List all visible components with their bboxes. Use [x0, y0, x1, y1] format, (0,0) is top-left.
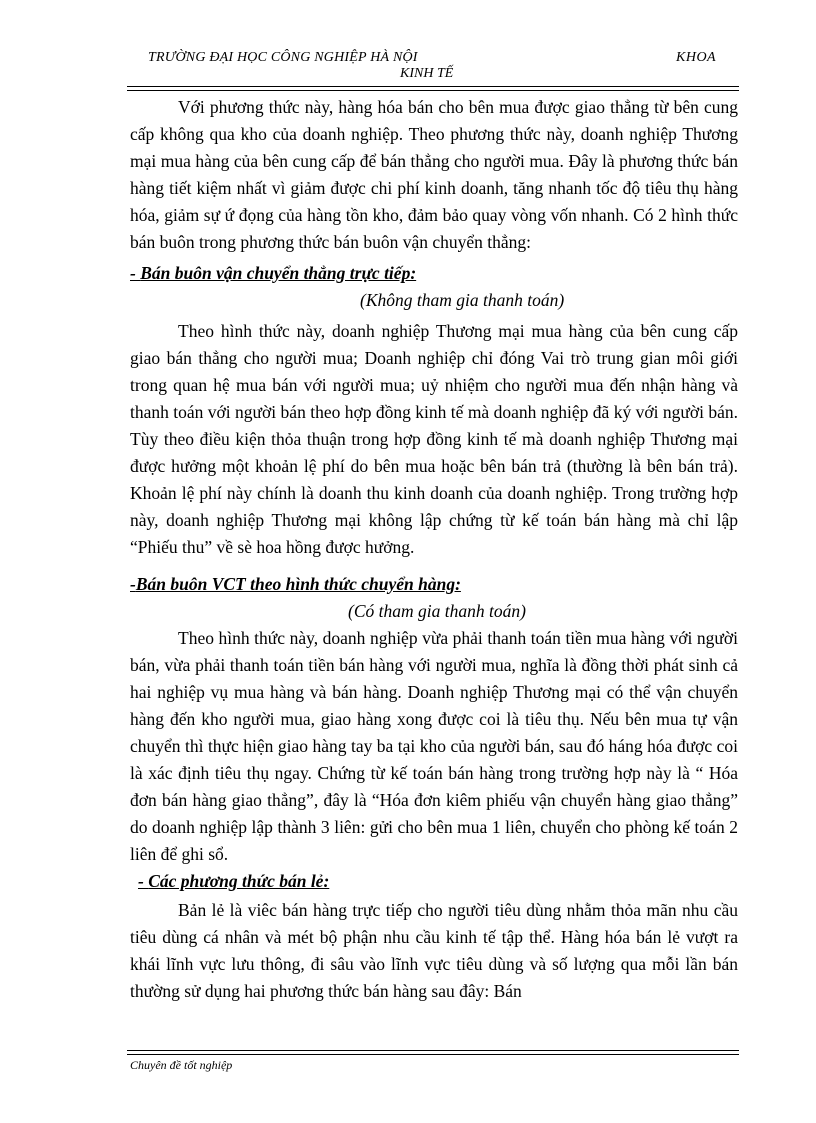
footer-rule [127, 1050, 739, 1051]
paragraph-transfer-wholesale: Theo hình thức này, doanh nghiệp vừa phải thanh toán tiền mua hàng với người bán, vừa phải thanh toán tiền bán hàng với người mua, nghĩa là đồng thời phát sinh cả hai nghiệp vụ mua hàng và bán hàng. Doanh nghiệp Thương mại có thể vận chuyển hàng đến kho người mua, giao hàng xong được coi là tiêu thụ. Nếu bên mua tự vận chuyển thì thực hiện giao hàng tay ba tại kho của người bán, sau đó háng hóa được coi là xác định tiêu thụ ngay. Chứng từ kế toán bán hàng trong trường hợp này là “ Hóa đơn bán hàng giao thẳng”, đây là “Hóa đơn kiêm phiếu vận chuyển hàng giao thẳng” do doanh nghiệp lập thành 3 liên: gửi cho bên mua 1 liên, chuyển cho phòng kế toán 2 liên để ghi sổ. [130, 628, 738, 864]
header-rule-second [127, 90, 739, 91]
footer-label: Chuyên đề tốt nghiệp [130, 1058, 233, 1072]
paragraph-direct-wholesale: Theo hình thức này, doanh nghiệp Thương mại mua hàng của bên cung cấp giao bán thẳng cho người mua; Doanh nghiệp chỉ đóng Vai trò trung gian môi giới trong quan hệ mua bán với người mua; uỷ nhiệm cho người mua đến nhận hàng và thanh toán với người bán theo hợp đồng kinh tế mà doanh nghiệp đã ký với người bán. Tùy theo điều kiện thỏa thuận trong hợp đồng kinh tế mà doanh nghiệp Thương mại được hưởng một khoản lệ phí do bên mua hoặc bên bán trả (thường là bên bán trả). Khoản lệ phí này chính là doanh thu kinh doanh của doanh nghiệp. Trong trường hợp này, doanh nghiệp Thương mại không lập chứng từ kế toán bán hàng mà chỉ lập “Phiếu thu” về sè hoa hồng được hưởng. [130, 321, 738, 557]
footer-rule-second [127, 1054, 739, 1055]
heading-retail: - Các phương thức bán lẻ: [138, 871, 330, 891]
note-with-payment: (Có tham gia thanh toán) [348, 601, 526, 621]
heading-direct-wholesale: - Bán buôn vận chuyển thẳng trực tiếp: [130, 263, 417, 283]
heading-transfer-wholesale: -Bán buôn VCT theo hình thức chuyển hàng: [130, 574, 461, 594]
header-faculty-name: KINH TẾ [400, 66, 454, 81]
document-body [130, 94, 738, 1005]
header-faculty-label: KHOA [676, 50, 717, 65]
header-school-name: TRƯỜNG ĐẠI HỌC CÔNG NGHIỆP HÀ NỘI [148, 50, 418, 65]
paragraph-intro: Với phương thức này, hàng hóa bán cho bên mua được giao thẳng từ bên cung cấp không qua kho của doanh nghiệp. Theo phương thức này, doanh nghiệp Thương mại mua hàng của bên cung cấp để bán thẳng cho người mua. Đây là phương thức bán hàng tiết kiệm nhất vì giảm được chi phí kinh doanh, tăng nhanh tốc độ tiêu thụ hàng hóa, giảm sự ứ đọng của hàng tồn kho, đảm bảo quay vòng vốn nhanh. Có 2 hình thức bán buôn trong phương thức bán buôn vận chuyển thẳng: [130, 97, 738, 252]
note-no-payment: (Không tham gia thanh toán) [360, 290, 565, 310]
paragraph-retail: Bản lẻ là viêc bán hàng trực tiếp cho người tiêu dùng nhằm thỏa mãn nhu cầu tiêu dùng cá nhân và mét bộ phận nhu cầu kinh tế tập thể. Hàng hóa bán lẻ vượt ra khái lĩnh vực lưu thông, đi sâu vào lĩnh vực tiêu dùng và số lượng qua mỗi lần bán thường sử dụng hai phương thức bán hàng sau đây: Bán [130, 900, 738, 1001]
header-rule [127, 86, 739, 87]
